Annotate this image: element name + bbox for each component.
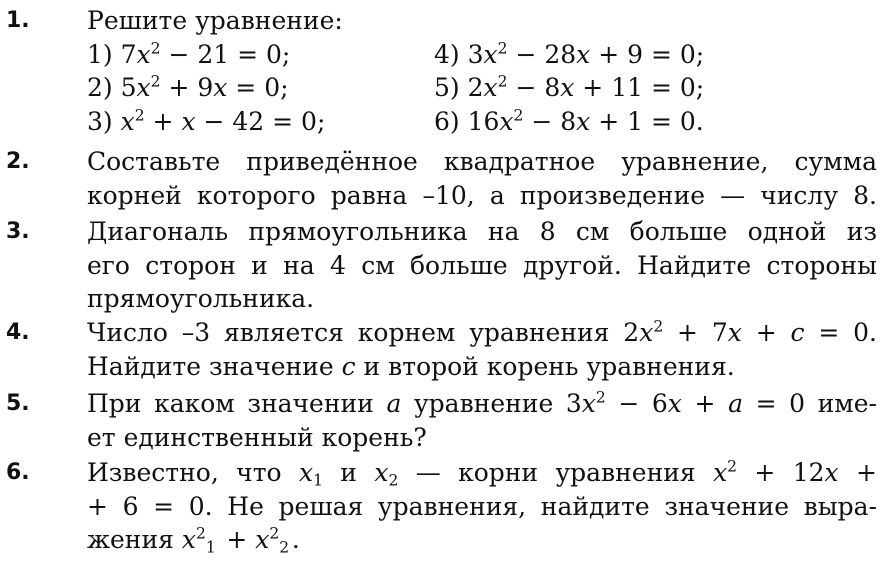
equation-list	[87, 38, 877, 139]
problem-body	[87, 387, 877, 454]
problem-body	[87, 456, 877, 557]
problem-number: 2.	[6, 149, 30, 174]
problem-line: + 6 = 0. Не решая уравнения, найдите значение выра-	[87, 491, 877, 521]
problem-line: жения $x^2_1 + x^2_2$ .	[87, 524, 300, 557]
problem-body	[87, 145, 877, 212]
problem-line: ет единственный корень?	[87, 422, 427, 452]
problem-number: 6.	[6, 460, 30, 485]
equation-5: 5) $2x^2 - 8x + 11 = 0$;	[434, 72, 705, 102]
problem-body	[87, 4, 877, 138]
equation-6: 6) $16x^2 - 8x + 1 = 0$.	[434, 105, 704, 136]
problem-line: корней которого равна –10, а произведение — числу 8.	[87, 180, 877, 210]
problem-body	[87, 316, 877, 383]
equation-2: 2) $5x^2 + 9x = 0$;	[87, 72, 289, 102]
problem-number: 5.	[6, 391, 30, 416]
problem-body	[87, 215, 877, 316]
problem-number: 1.	[6, 8, 30, 33]
problem-number: 4.	[6, 320, 30, 345]
problem-number: 3.	[6, 219, 30, 244]
problem-line: Известно, что $x_1$ и $x_2$ — корни уравнения $x^2 + 12x$ +	[87, 457, 877, 490]
problem-intro: Решите уравнение:	[87, 6, 343, 35]
equation-1: 1) $7x^2 - 21 = 0$;	[87, 38, 291, 69]
problem-line: Диагональ прямоугольника на 8 см больше одной из	[87, 217, 877, 246]
problem-line: При каком значении a уравнение $3x^2 - 6x + a = 0$ име-	[87, 388, 877, 418]
problem-line: Найдите значение c и второй корень уравнения.	[87, 351, 735, 381]
equation-3: 3) $x^2 + x - 42 = 0$;	[87, 105, 326, 136]
problem-line: его сторон и на 4 см больше другой. Найдите стороны	[87, 250, 877, 280]
equation-4: 4) $3x^2 - 28x + 9 = 0$;	[434, 38, 705, 69]
problem-line: Число –3 является корнем уравнения $2x^2 + 7x + c = 0$.	[87, 317, 877, 347]
problem-line: Составьте приведённое квадратное уравнение, сумма	[87, 147, 877, 176]
problem-line: прямоугольника.	[87, 284, 315, 313]
